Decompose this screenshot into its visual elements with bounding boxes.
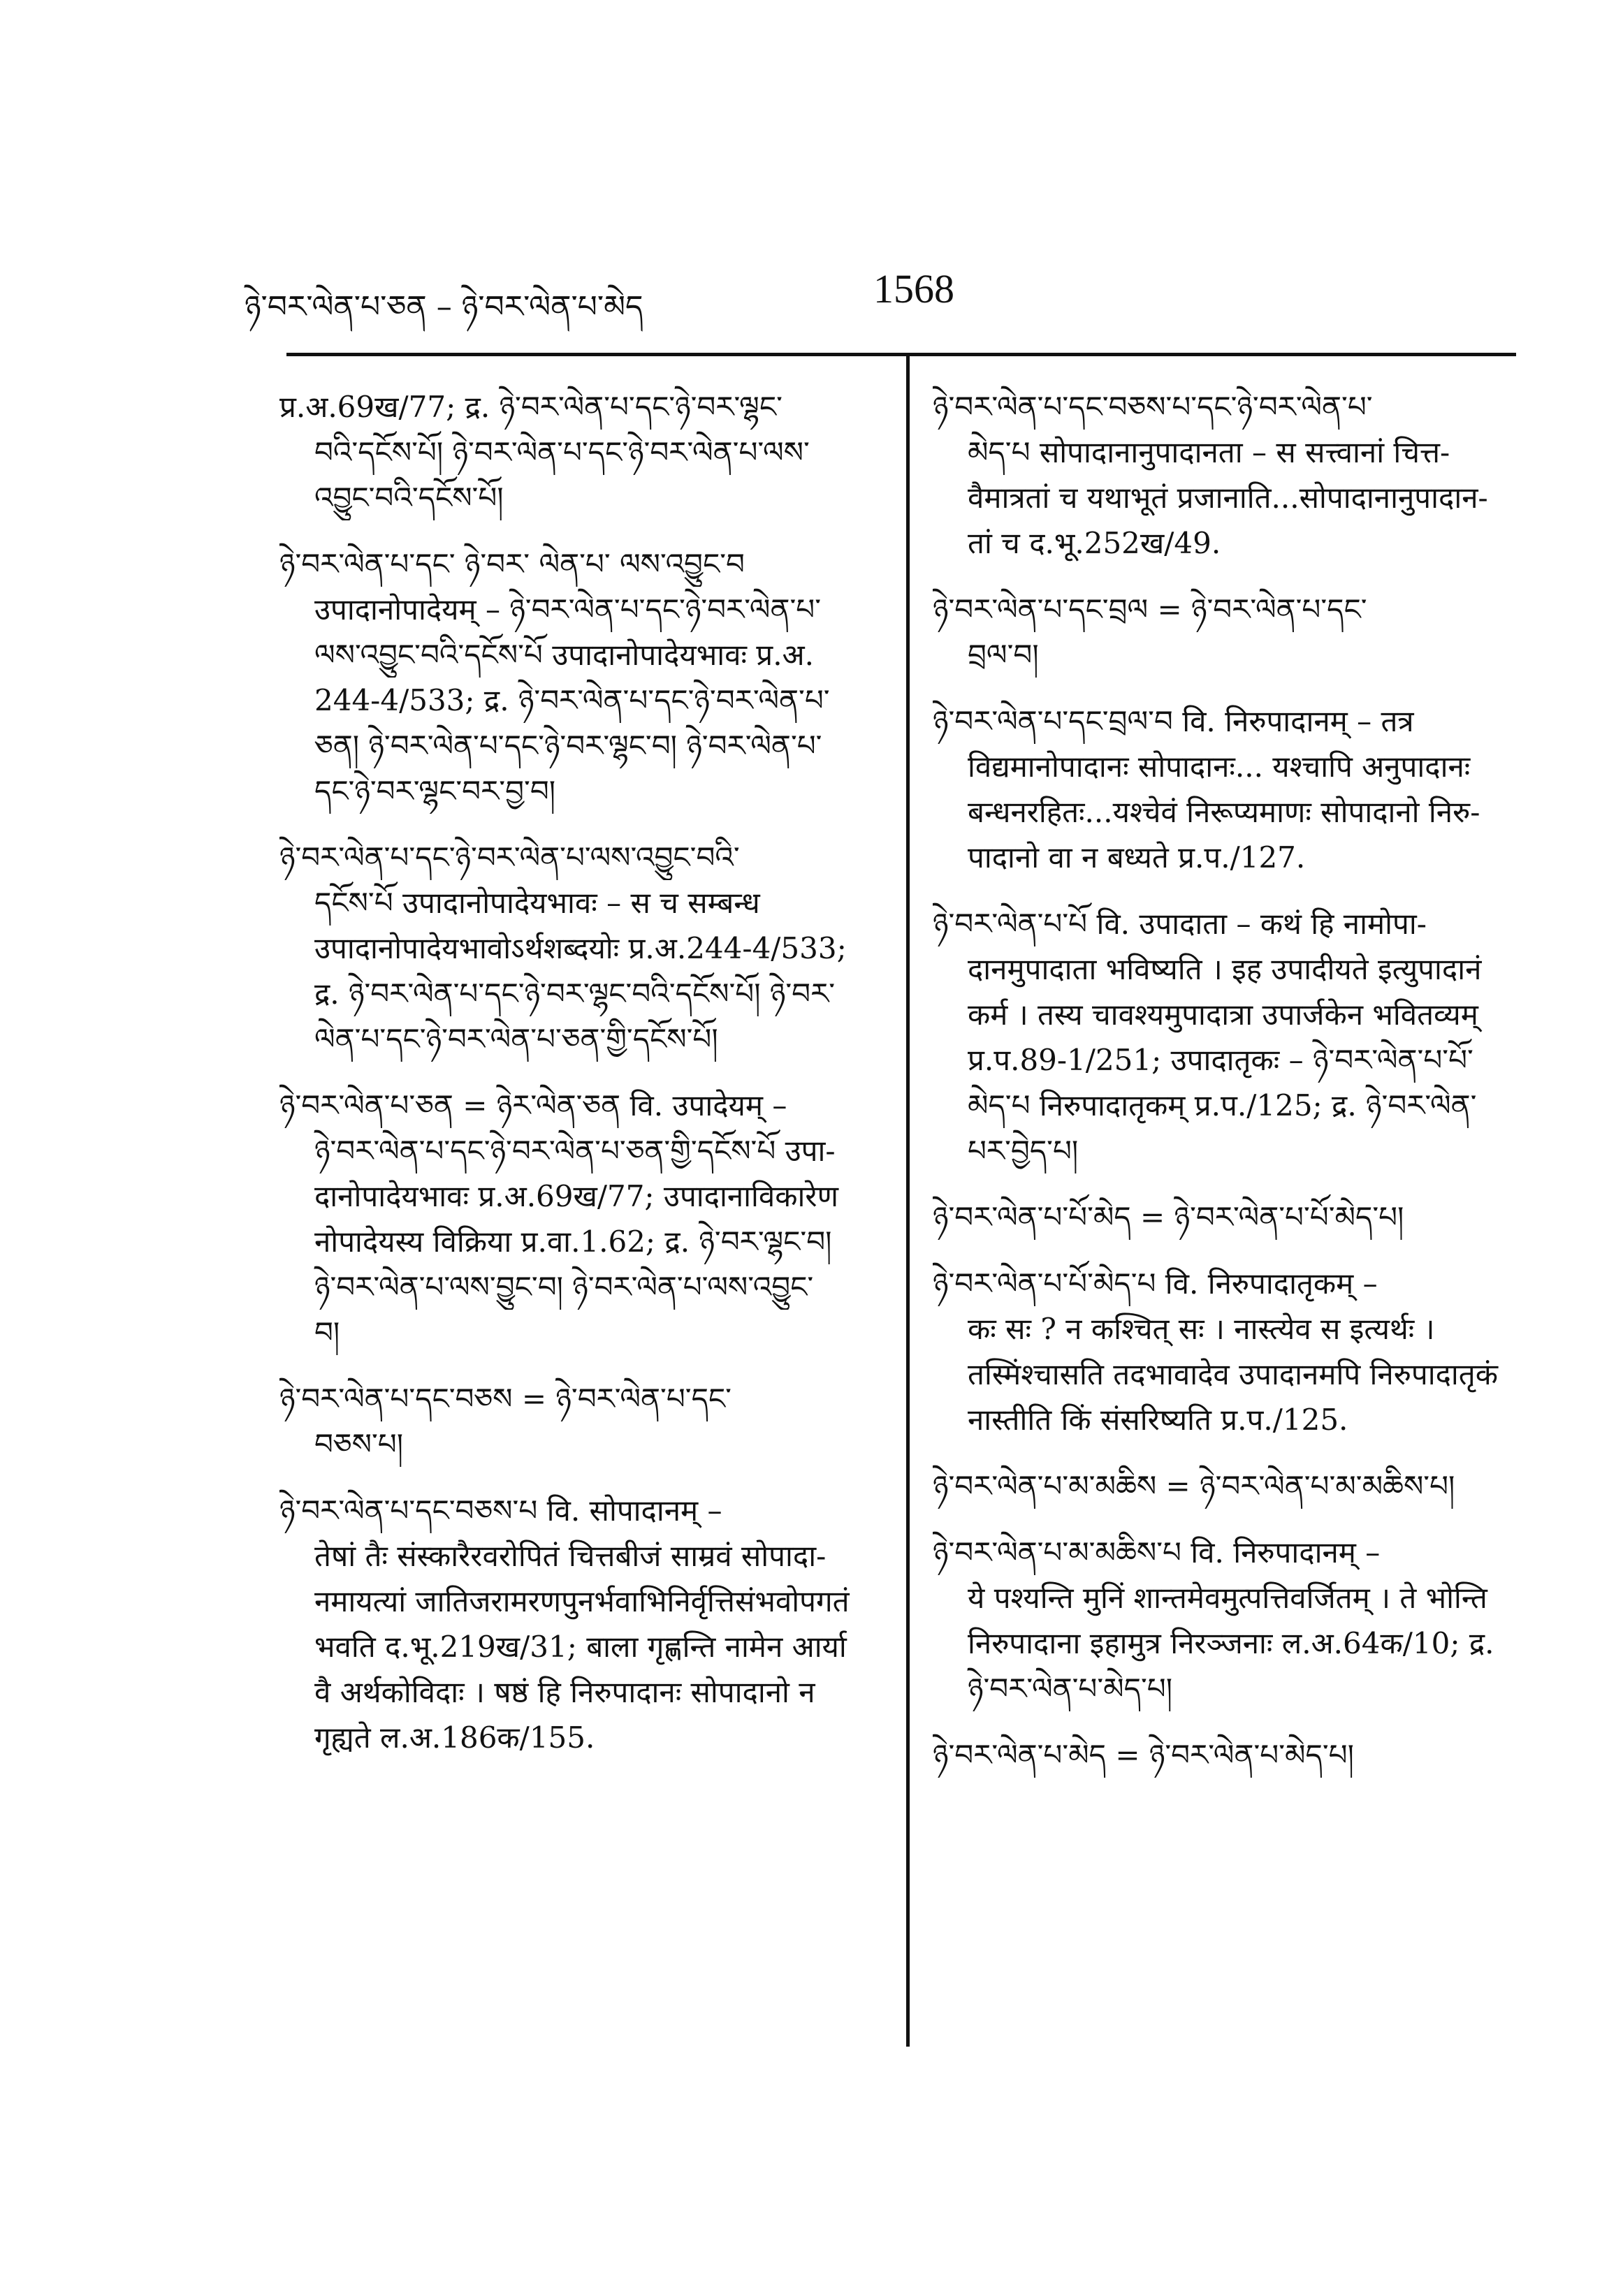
dictionary-entry (279, 1376, 880, 1467)
entry-text-line: འབྱུང་བའི་དངོས་པོ། (314, 481, 504, 515)
entry-text-line: तेषां तैः संस्कारैरवरोपितं चित्तबीजं साम्रवं सोपादा- (314, 1539, 827, 1573)
entry-text-line: दानमुपादाता भविष्यति । इह उपादीयते इत्युपादानं (968, 952, 1482, 986)
running-head: ཉེ་བར་ལེན་པ་ཅན – ཉེ་བར་ལེན་པ་མེད (245, 289, 643, 325)
entry-text-line: द्र. ཉེ་བར་ལེན་པ་དང་ཉེ་བར་ལྷང་བའི་དངོས་པོ། ཉེ་བར་ (314, 977, 836, 1011)
entry-headword-line: ཉེ་བར་ལེན་པ་དང་ ཉེ་བར་ ལེན་པ་ ལས་འབྱུང་བ (279, 547, 745, 581)
entry-text-line: कर्म । तस्य चावश्यमुपादात्रा उपार्जकेन भवितव्यम् (968, 997, 1478, 1032)
dictionary-entry (933, 1732, 1534, 1778)
entry-headword-line: ཉེ་བར་ལེན་པ་དང་ཉེ་བར་ལེན་པ་ལས་འབྱུང་བའི་ (279, 840, 740, 875)
entry-text-line: वैमात्रतां च यथाभूतं प्रजानाति...सोपादानानुपादान- (968, 481, 1488, 515)
dictionary-entry (933, 587, 1534, 678)
entry-text-line: བྲལ་བ། (968, 638, 1039, 672)
entry-text-line: नोपादेयस्य विक्रिया प्र.वा.1.62; द्र. ཉེ་བར་ལྷང་བ། (314, 1224, 832, 1259)
dictionary-entry (933, 901, 1534, 1173)
entry-headword-line: ཉེ་བར་ལེན་པ་དང་བྲལ = ཉེ་བར་ལེན་པ་དང་ (933, 592, 1367, 627)
entry-text-line: མེད་པ सोपादानानुपादानता – स सत्त्वानां चित्त- (968, 435, 1450, 469)
entry-text-line: བཅས་པ། (314, 1427, 404, 1461)
entry-text-line: तां च द.भू.252ख/49. (968, 526, 1221, 560)
dictionary-entry (279, 1488, 880, 1760)
dictionary-entry (933, 699, 1534, 880)
entry-text-line: ཉེ་བར་ལེན་པ་ལས་བྱུང་བ། ཉེ་བར་ལེན་པ་ལས་འབྱུང་ (314, 1270, 814, 1304)
entry-text-line: ཉེ་བར་ལེན་པ་དང་ཉེ་བར་ལེན་པ་ཅན་གྱི་དངོས་པོ उपा- (314, 1134, 836, 1168)
entry-text-line: नास्तीति किं संसरिष्यति प्र.प./125. (968, 1403, 1348, 1437)
entry-text-line: ཉེ་བར་ལེན་པ་མེད་པ། (968, 1672, 1173, 1706)
dictionary-entry (279, 835, 880, 1062)
entry-headword-line: ཉེ་བར་ལེན་པ་དང་བཅས་པ་དང་ཉེ་བར་ལེན་པ་ (933, 390, 1373, 424)
entry-text-line: ཅན། ཉེ་བར་ལེན་པ་དང་ཉེ་བར་ལྷང་བ། ཉེ་བར་ལེན་པ་ (314, 729, 822, 763)
dictionary-entry (933, 384, 1534, 566)
right-column (933, 384, 1534, 1799)
entry-text-line: उपादानोपादेयभावोऽर्थशब्दयोः प्र.अ.244-4/533; (314, 931, 847, 965)
left-column (279, 384, 880, 1781)
dictionary-entry (933, 1261, 1534, 1442)
page-number: 1568 (873, 266, 954, 312)
dictionary-entry (933, 1530, 1534, 1711)
entry-text-line: བའི་དངོས་པོ། ཉེ་བར་ལེན་པ་དང་ཉེ་བར་ལེན་པ་ལས་ (314, 435, 810, 469)
entry-text-line: तस्मिंश्चासति तदभावादेव उपादानमपि निरुपादातृकं (968, 1357, 1498, 1391)
entry-text-line: उपादानोपादेयम् – ཉེ་བར་ལེན་པ་དང་ཉེ་བར་ལེན་པ་ (314, 592, 822, 627)
entry-headword-line: ཉེ་བར་ལེན་པ་པོ་མེད་པ वि. निरुपादातृकम् – (933, 1266, 1378, 1301)
entry-headword-line: ཉེ་བར་ལེན་པ་དང་བཅས་པ वि. सोपादानम् – (279, 1493, 722, 1528)
entry-headword-line: ཉེ་བར་ལེན་པ་མེད = ཉེ་བར་ལེན་པ་མེད་པ། (933, 1738, 1354, 1772)
entry-headword-line: ཉེ་བར་ལེན་པ་དང་བཅས = ཉེ་བར་ལེན་པ་དང་ (279, 1382, 732, 1416)
entry-text-line: པར་བྱེད་པ། (968, 1134, 1079, 1168)
entry-text-line: निरुपादाना इहामुत्र निरञ्जनाः ल.अ.64क/10; द्र. (968, 1626, 1494, 1660)
entry-text-line: बन्धनरहितः...यश्चेवं निरूप्यमाणः सोपादानो निरु- (968, 795, 1480, 829)
entry-text-line: དངོས་པོ उपादानोपादेयभावः – स च सम्बन्ध (314, 886, 760, 920)
dictionary-entry (933, 1194, 1534, 1240)
entry-text-line: पादानो वा न बध्यते प्र.प./127. (968, 840, 1306, 875)
column-divider (906, 356, 910, 2047)
entry-text-line: नमायत्यां जातिजरामरणपुनर्भवाभिनिर्वृत्तिसंभवोपगतं (314, 1584, 850, 1618)
entry-text-line: ये पश्यन्ति मुनिं शान्तमेवमुत्पत्तिवर्जितम् । ते भोन्ति (968, 1581, 1487, 1615)
dictionary-entry (279, 541, 880, 814)
entry-text-line: गृह्यते ल.अ.186क/155. (314, 1720, 595, 1755)
header-rule (286, 353, 1516, 356)
entry-text-line: भवति द.भू.219ख/31; बाला गृह्णन्ति नामेन आर्या (314, 1630, 847, 1664)
entry-headword-line: ཉེ་བར་ལེན་པ་མ་མཆིས་པ वि. निरुपादानम् – (933, 1535, 1381, 1570)
entry-headword-line: ཉེ་བར་ལེན་པ་མ་མཆིས = ཉེ་བར་ལེན་པ་མ་མཆིས་པ། (933, 1469, 1455, 1503)
dictionary-entry (279, 384, 880, 520)
entry-text-line: དང་ཉེ་བར་ལྷང་བར་བྱ་བ། (314, 774, 556, 808)
entry-headword-line: प्र.अ.69ख/77; द्र. ཉེ་བར་ལེན་པ་དང་ཉེ་བར་ལྷང་ (279, 390, 783, 424)
entry-headword-line: ཉེ་བར་ལེན་པ་པོ་མེད = ཉེ་བར་ལེན་པ་པོ་མེད་པ། (933, 1200, 1404, 1234)
entry-text-line: ལས་འབྱུང་བའི་དངོས་པོ उपादानोपादेयभावः प्र.अ. (314, 638, 814, 672)
entry-headword-line: ཉེ་བར་ལེན་པ་ཅན = ཉེར་ལེན་ཅན वि. उपादेयम् – (279, 1088, 787, 1123)
dictionary-entry (933, 1463, 1534, 1509)
entry-text-line: विद्यमानोपादानः सोपादानः... यश्चापि अनुपादानः (968, 750, 1471, 784)
entry-text-line: བ། (314, 1315, 340, 1350)
entry-text-line: 244-4/533; द्र. ཉེ་བར་ལེན་པ་དང་ཉེ་བར་ལེན་པ་ (314, 683, 830, 717)
entry-text-line: མེད་པ निरुपादातृकम् प्र.प./125; द्र. ཉེ་བར་ལེན་ (968, 1088, 1477, 1123)
page-header (245, 265, 1362, 328)
entry-headword-line: ཉེ་བར་ལེན་པ་དང་བྲལ་བ वि. निरुपादानम् – तत्र (933, 704, 1414, 738)
entry-text-line: ལེན་པ་དང་ཉེ་བར་ལེན་པ་ཅན་གྱི་དངོས་པོ། (314, 1022, 718, 1056)
entry-text-line: प्र.प.89-1/251; उपादातृकः – ཉེ་བར་ལེན་པ་པོ་ (968, 1043, 1473, 1077)
entry-headword-line: ཉེ་བར་ལེན་པ་པོ वि. उपादाता – कथं हि नामोपा- (933, 907, 1427, 941)
entry-text-line: दानोपादेयभावः प्र.अ.69ख/77; उपादानाविकारेण (314, 1179, 838, 1213)
entry-text-line: वै अर्थकोविदाः । षष्ठं हि निरुपादानः सोपादानो न (314, 1675, 815, 1709)
entry-text-line: कः सः ? न कश्चित् सः । नास्त्येव स इत्यर्थः । (968, 1312, 1435, 1346)
dictionary-entry (279, 1083, 880, 1355)
